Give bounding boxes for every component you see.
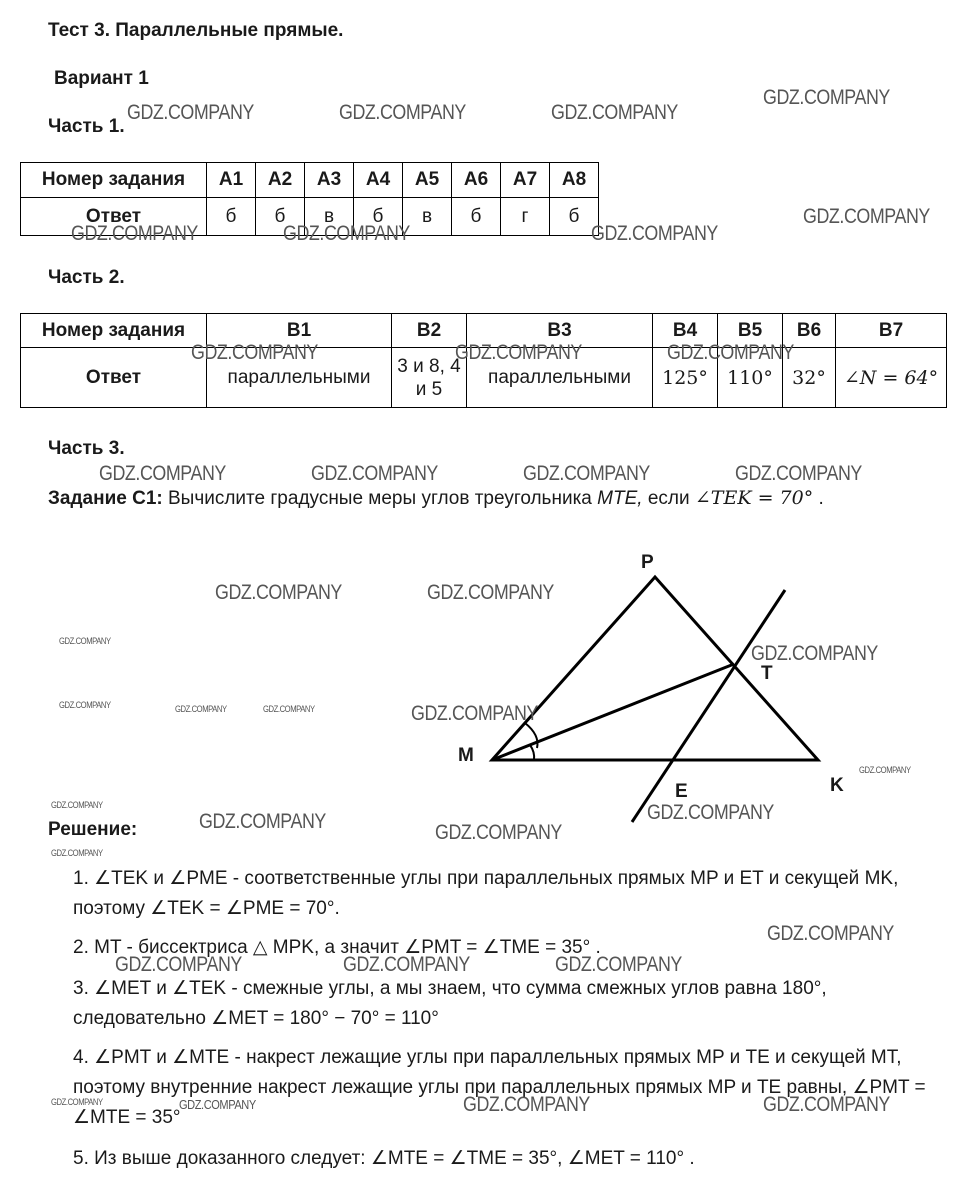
part2-answer: ∠N = 64°	[836, 348, 947, 408]
variant-label: Вариант 1	[54, 68, 149, 89]
point-label-t: T	[761, 663, 773, 684]
watermark: GDZ.COMPANY	[343, 953, 470, 976]
part3-heading: Часть 3.	[48, 438, 125, 459]
watermark: GDZ.COMPANY	[523, 462, 650, 485]
task-c1-given: ∠TEK = 70°	[694, 487, 814, 509]
solution-step-1: 1. ∠TEK и ∠PME - соответственные углы при параллельных прямых MP и ET и секущей MK, поэтому ∠TEK = ∠PME = 70°.	[73, 868, 899, 919]
part1-task: A1	[207, 163, 256, 198]
watermark: GDZ.COMPANY	[175, 704, 227, 714]
watermark: GDZ.COMPANY	[127, 101, 254, 124]
watermark: GDZ.COMPANY	[859, 765, 911, 775]
part2-answer: 110°	[718, 348, 783, 408]
part2-answer: параллельными	[467, 348, 653, 408]
part1-answer: в	[403, 198, 452, 236]
watermark: GDZ.COMPANY	[455, 341, 582, 364]
part2-answer: 125°	[653, 348, 718, 408]
watermark: GDZ.COMPANY	[51, 848, 103, 858]
watermark: GDZ.COMPANY	[215, 581, 342, 604]
part1-header-label: Номер задания	[21, 163, 207, 198]
watermark: GDZ.COMPANY	[751, 642, 878, 665]
part1-task: A3	[305, 163, 354, 198]
part2-task: B5	[718, 314, 783, 348]
watermark: GDZ.COMPANY	[59, 700, 111, 710]
part2-answer: 32°	[783, 348, 836, 408]
part2-task: B2	[392, 314, 467, 348]
part2-task: B4	[653, 314, 718, 348]
watermark: GDZ.COMPANY	[191, 341, 318, 364]
watermark: GDZ.COMPANY	[591, 222, 718, 245]
solution-step-2: 2. MT - биссектриса △ MPK, а значит ∠PMT = ∠TME = 35° .	[73, 937, 601, 958]
watermark: GDZ.COMPANY	[51, 800, 103, 810]
watermark: GDZ.COMPANY	[99, 462, 226, 485]
watermark: GDZ.COMPANY	[767, 922, 894, 945]
part1-task: A2	[256, 163, 305, 198]
page-title: Тест 3. Параллельные прямые.	[48, 20, 344, 41]
watermark: GDZ.COMPANY	[427, 581, 554, 604]
watermark: GDZ.COMPANY	[115, 953, 242, 976]
watermark: GDZ.COMPANY	[411, 702, 538, 725]
part2-answer: 3 и 8, 4 и 5	[392, 348, 467, 408]
watermark: GDZ.COMPANY	[763, 86, 890, 109]
task-c1-triangle: MTE,	[597, 488, 643, 509]
part1-answer: б	[550, 198, 599, 236]
watermark: GDZ.COMPANY	[803, 205, 930, 228]
watermark: GDZ.COMPANY	[311, 462, 438, 485]
task-c1-label: Задание С1:	[48, 488, 163, 509]
line-et	[632, 590, 785, 822]
watermark: GDZ.COMPANY	[555, 953, 682, 976]
part2-answer: параллельными	[207, 348, 392, 408]
watermark: GDZ.COMPANY	[647, 801, 774, 824]
watermark: GDZ.COMPANY	[435, 821, 562, 844]
watermark: GDZ.COMPANY	[763, 1093, 890, 1116]
watermark: GDZ.COMPANY	[735, 462, 862, 485]
watermark: GDZ.COMPANY	[59, 636, 111, 646]
watermark: GDZ.COMPANY	[71, 222, 198, 245]
watermark: GDZ.COMPANY	[199, 810, 326, 833]
part1-answer: б	[354, 198, 403, 236]
watermark: GDZ.COMPANY	[283, 222, 410, 245]
part1-answer: в	[305, 198, 354, 236]
part1-task: A6	[452, 163, 501, 198]
part1-answer: г	[501, 198, 550, 236]
part2-task: B1	[207, 314, 392, 348]
part2-task: B7	[836, 314, 947, 348]
angle-arc-tme	[530, 745, 534, 760]
watermark: GDZ.COMPANY	[463, 1093, 590, 1116]
part2-heading: Часть 2.	[48, 267, 125, 288]
solution-step-5: 5. Из выше доказанного следует: ∠MTE = ∠TME = 35°, ∠MET = 110° .	[73, 1148, 695, 1169]
point-label-m: M	[458, 745, 474, 766]
part2-task: B6	[783, 314, 836, 348]
task-c1-end: .	[818, 488, 824, 509]
part1-answer: б	[452, 198, 501, 236]
part1-task: A4	[354, 163, 403, 198]
part2-task: B3	[467, 314, 653, 348]
part1-task: A7	[501, 163, 550, 198]
part2-answer-label: Ответ	[21, 348, 207, 408]
solution-heading: Решение:	[48, 819, 138, 840]
watermark: GDZ.COMPANY	[263, 704, 315, 714]
point-label-p: P	[641, 552, 654, 573]
task-c1-text: Вычислите градусные меры углов треугольника	[168, 488, 592, 509]
watermark: GDZ.COMPANY	[339, 101, 466, 124]
part2-header-label: Номер задания	[21, 314, 207, 348]
part1-heading: Часть 1.	[48, 116, 125, 137]
watermark: GDZ.COMPANY	[551, 101, 678, 124]
part1-task: A5	[403, 163, 452, 198]
solution-step-4: 4. ∠PMT и ∠MTE - накрест лежащие углы при параллельных прямых MP и TE и секущей MT, поэтому внутренние накрест лежащие углы при параллельных прямых MP и TE равны, ∠PMT = ∠MTE = 35°	[73, 1047, 926, 1128]
watermark: GDZ.COMPANY	[667, 341, 794, 364]
part1-answer: б	[207, 198, 256, 236]
part1-task: A8	[550, 163, 599, 198]
watermark: GDZ.COMPANY	[51, 1097, 103, 1107]
point-label-k: K	[830, 775, 844, 796]
task-c1-if: если	[647, 488, 690, 509]
part1-answer-label: Ответ	[21, 198, 207, 236]
solution-step-3: 3. ∠MET и ∠TEK - смежные углы, а мы знаем, что сумма смежных углов равна 180°, следовательно ∠MET = 180° − 70° = 110°	[73, 978, 827, 1029]
watermark: GDZ.COMPANY	[179, 1097, 256, 1112]
point-label-e: E	[675, 781, 688, 802]
part1-answer: б	[256, 198, 305, 236]
